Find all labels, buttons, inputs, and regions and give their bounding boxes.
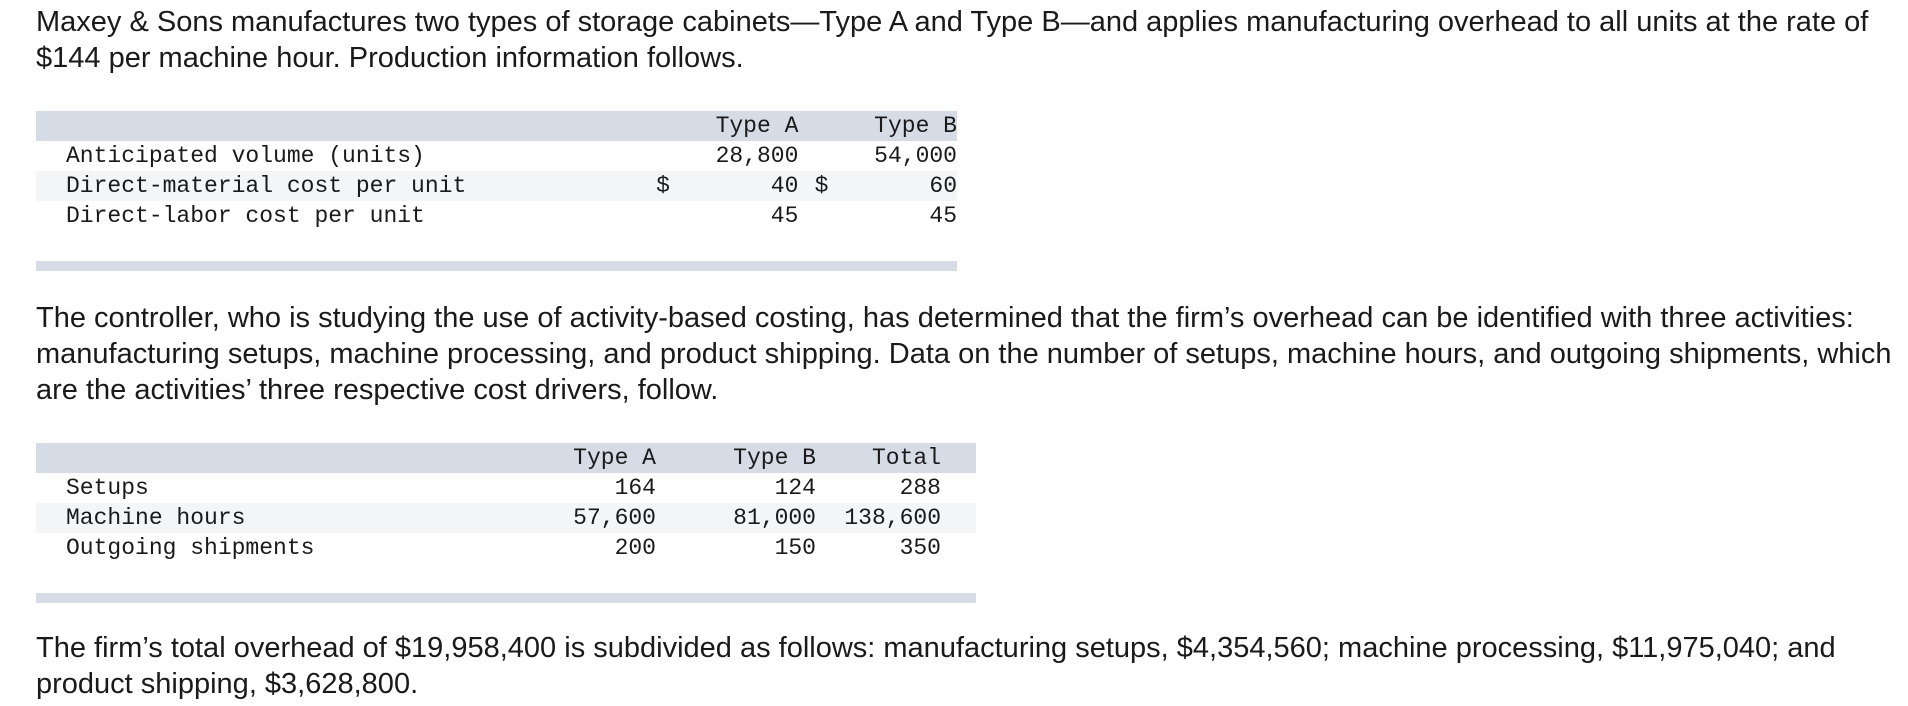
- table-footer-bar: [36, 261, 957, 271]
- activity-table: [36, 443, 976, 603]
- intro-paragraph: Maxey & Sons manufactures two types of storage cabinets—Type A and Type B—and applies manufacturing overhead to all units at the rate of $144 per machine hour. Production information follows.: [36, 6, 1869, 74]
- production-header-type-a: Type A: [715, 113, 799, 139]
- activity-header-type-b: Type B: [733, 445, 816, 471]
- activity-header-label: [36, 443, 496, 473]
- production-header-row: [36, 111, 957, 141]
- overhead-paragraph: The firm’s total overhead of $19,958,400 is subdivided as follows: manufacturing setups, $4,354,560; machine processing, $11,975,040; and product shipping, $3,628,800.: [36, 632, 1836, 700]
- currency-sign: $: [656, 173, 670, 199]
- total-value: 138,600: [844, 505, 941, 531]
- row-label: Anticipated volume (units): [66, 143, 425, 169]
- table-row: [36, 503, 976, 533]
- currency-sign: $: [814, 173, 829, 199]
- activity-header-type-a: Type A: [573, 445, 656, 471]
- table-row: [36, 473, 976, 503]
- table-footer-bar: [36, 593, 976, 603]
- row-label: Outgoing shipments: [66, 535, 315, 561]
- type-b-value: 60: [929, 173, 957, 199]
- type-a-value: 57,600: [573, 505, 656, 531]
- type-a-value: 200: [614, 535, 656, 561]
- currency-sign: [815, 141, 856, 171]
- type-b-value: 54,000: [874, 143, 957, 169]
- row-label: Direct-labor cost per unit: [66, 203, 425, 229]
- production-header-type-b: Type B: [874, 113, 957, 139]
- type-b-value: 124: [774, 475, 816, 501]
- type-a-value: 45: [770, 203, 799, 229]
- currency-sign: [656, 201, 697, 231]
- table-row: [36, 533, 976, 563]
- total-value: 288: [899, 475, 941, 501]
- table-row: [36, 171, 957, 201]
- type-b-value: 150: [774, 535, 816, 561]
- currency-sign: [656, 141, 697, 171]
- production-table: [36, 111, 957, 271]
- activity-header-row: [36, 443, 976, 473]
- activity-header-total: Total: [871, 445, 941, 471]
- currency-sign: [815, 201, 856, 231]
- type-b-value: 81,000: [733, 505, 816, 531]
- row-label: Direct-material cost per unit: [66, 173, 467, 199]
- table-row: [36, 201, 957, 231]
- row-label: Machine hours: [66, 505, 246, 531]
- type-a-value: 40: [770, 173, 799, 199]
- table-row: [36, 141, 957, 171]
- type-a-value: 28,800: [715, 143, 799, 169]
- production-header-label: [36, 111, 656, 141]
- type-a-value: 164: [614, 475, 656, 501]
- type-b-value: 45: [929, 203, 957, 229]
- controller-paragraph: The controller, who is studying the use of activity-based costing, has determined that the firm’s overhead can be identified with three activities: manufacturing setups, machine processing, and product shipping. Data on the number of setups, machine hours, and outgoing shipments, which are the activities’ three respective cost drivers, follow.: [36, 302, 1892, 406]
- total-value: 350: [899, 535, 941, 561]
- row-label: Setups: [66, 475, 149, 501]
